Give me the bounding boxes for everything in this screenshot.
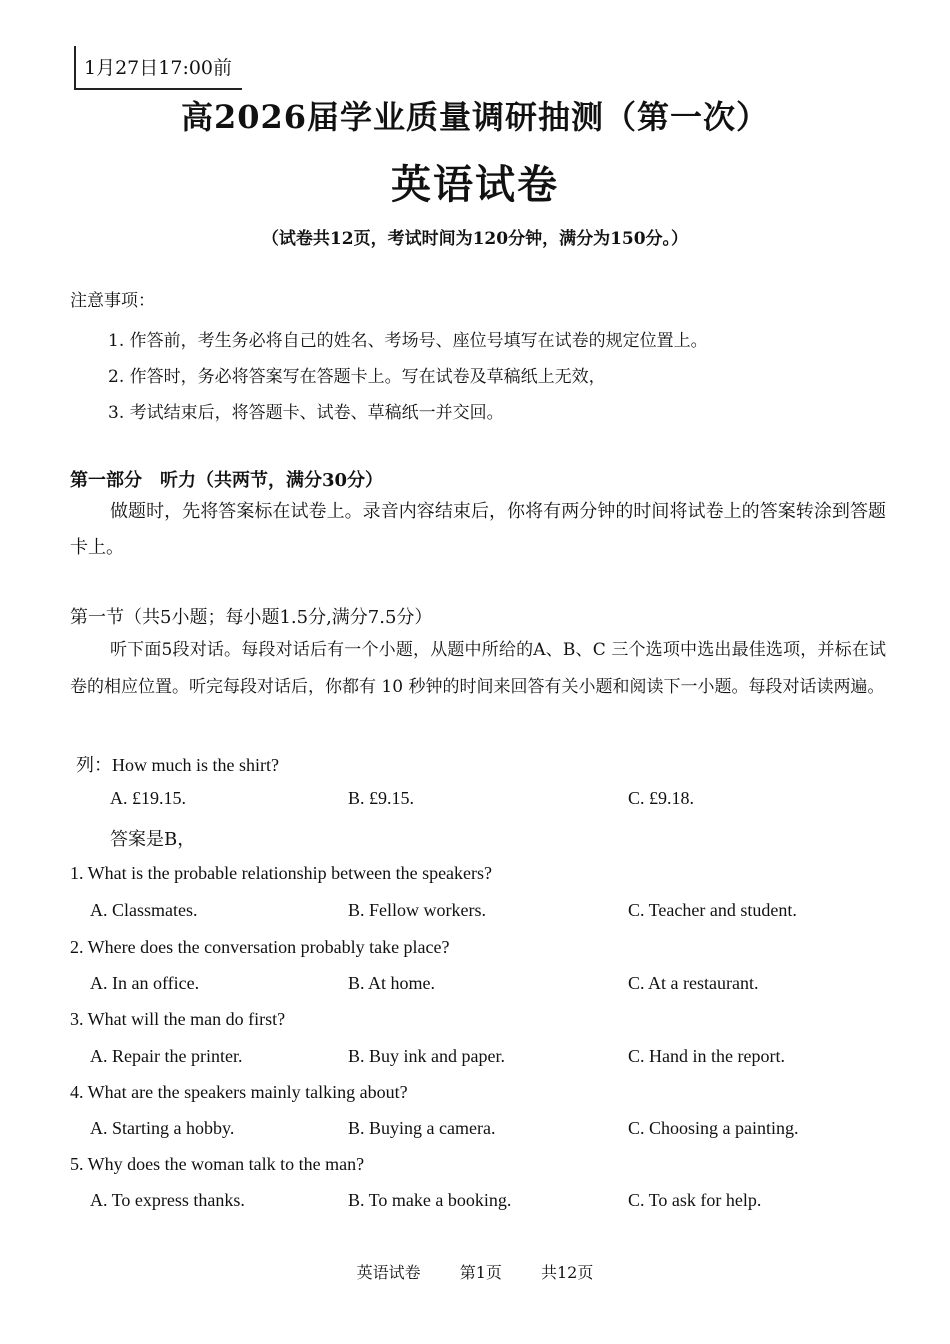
exam-info: （试卷共12页，考试时间为120分钟，满分为150分。） [261,229,689,249]
example-option-c: C. £9.18. [628,788,695,808]
example-option-b: B. £9.15. [348,788,415,808]
notice-item: 1. 作答前，考生务必将自己的姓名、考场号、座位号填写在试卷的规定位置上。 [108,331,708,351]
footer-total: 共12页 [541,1263,594,1282]
q5-option-a: A. To express thanks. [90,1190,245,1210]
part1-instructions: 做题时，先将答案标在试卷上。录音内容结束后，你将有两分钟的时间将试卷上的答案转涂到答题卡上。 [70,501,886,558]
part1-heading: 第一部分 听力（共两节，满分30分） [70,470,384,491]
exam-title: 高2026届学业质量调研抽测（第一次） [180,98,770,136]
q2-option-c: C. At a restaurant. [628,973,759,993]
section1-instructions: 听下面5段对话。每段对话后有一个小题，从题中所给的A、B、C 三个选项中选出最佳选项，并标在试卷的相应位置。听完每段对话后，你都有 10 秒钟的时间来回答有关小题和阅读下一小题。每段对话读两遍。 [70,640,886,697]
question-4: 4. What are the speakers mainly talking about? [70,1082,408,1102]
q2-option-b: B. At home. [348,973,436,993]
q3-option-a: A. Repair the printer. [90,1046,243,1066]
q5-option-c: C. To ask for help. [628,1190,762,1210]
q2-option-a: A. In an office. [90,973,200,993]
footer-subject: 英语试卷 [356,1263,421,1282]
q4-option-c: C. Choosing a painting. [628,1118,799,1138]
section1-heading: 第一节（共5小题；每小题1.5分,满分7.5分） [70,607,433,628]
example-option-a: A. £19.15. [110,788,186,808]
q3-option-b: B. Buy ink and paper. [348,1046,505,1066]
q3-option-c: C. Hand in the report. [628,1046,785,1066]
deadline-stamp: 1月27日17:00前 [74,46,242,90]
notice-item: 2. 作答时，务必将答案写在答题卡上。写在试卷及草稿纸上无效， [108,367,606,387]
footer-page: 第1页 [459,1263,502,1282]
notice-item: 3. 考试结束后，将答题卡、试卷、草稿纸一并交回。 [108,403,504,423]
example-question: 列：How much is the shirt? [76,755,279,775]
question-5: 5. Why does the woman talk to the man? [70,1154,365,1174]
page-footer [0,1260,950,1283]
exam-subtitle: 英语试卷 [391,162,559,208]
q1-option-c: C. Teacher and student. [628,900,797,920]
notice-heading: 注意事项： [70,291,155,311]
question-1: 1. What is the probable relationship between the speakers? [70,863,493,883]
example-answer: 答案是B， [110,829,196,850]
q4-option-b: B. Buying a camera. [348,1118,496,1138]
question-2: 2. Where does the conversation probably take place? [70,937,450,957]
q1-option-b: B. Fellow workers. [348,900,486,920]
q5-option-b: B. To make a booking. [348,1190,512,1210]
q4-option-a: A. Starting a hobby. [90,1118,235,1138]
q1-option-a: A. Classmates. [90,900,198,920]
question-3: 3. What will the man do first? [70,1009,286,1029]
